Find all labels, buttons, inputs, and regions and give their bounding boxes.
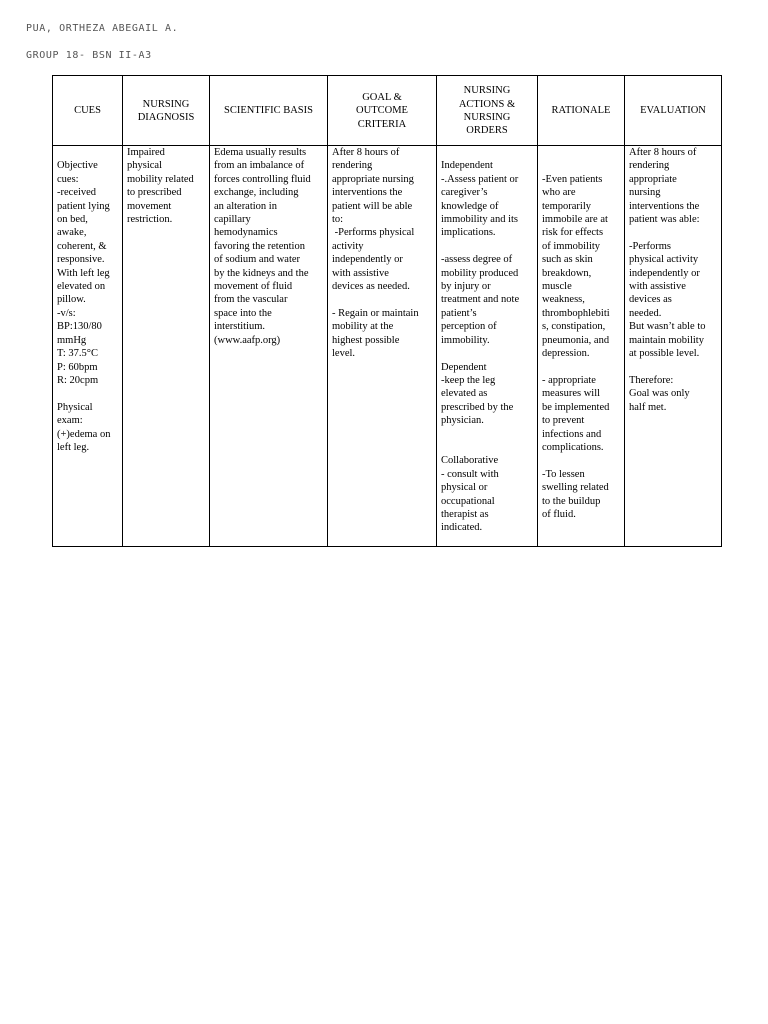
cell-goal-outcome-criteria: After 8 hours of rendering appropriate nursing interventions the patient will be able to: -Performs physical activity independently or with assistive devices as needed. - Regain or maintain mobility at the highest possible level.: [328, 146, 437, 547]
table-row: [53, 146, 722, 547]
nursing-care-plan-table: [52, 75, 722, 547]
cell-rationale: -Even patients who are temporarily immobile are at risk for effects of immobility such as skin breakdown, muscle weakness, thrombophlebiti s, constipation, pneumonia, and depression. - appropriate measures will be implemented to prevent infections and complications. -To lessen swelling related to the buildup of fluid.: [538, 146, 625, 547]
header-nursing-actions: NURSING ACTIONS & NURSING ORDERS: [437, 76, 538, 146]
header-scientific-basis: SCIENTIFIC BASIS: [210, 76, 328, 146]
cell-nursing-actions: Independent -.Assess patient or caregiver’s knowledge of immobility and its implications. -assess degree of mobility produced by injury or treatment and note patient’s perception of immobility. Dependent -keep the leg elevated as prescribed by the physician. Collaborative - consult with physical or occupational therapist as indicated.: [437, 146, 538, 547]
header-evaluation: EVALUATION: [625, 76, 722, 146]
cell-evaluation: After 8 hours of rendering appropriate nursing interventions the patient was able: -Performs physical activity independently or with assistive devices as needed. But wasn’t able to maintain mobility at possible level. Therefore: Goal was only half met.: [625, 146, 722, 547]
student-name: PUA, ORTHEZA ABEGAIL A.: [26, 23, 179, 34]
header-nursing-diagnosis: NURSING DIAGNOSIS: [123, 76, 210, 146]
cell-scientific-basis: Edema usually results from an imbalance of forces controlling fluid exchange, including an alteration in capillary hemodynamics favoring the retention of sodium and water by the kidneys and the movement of fluid from the vascular space into the interstitium. (www.aafp.org): [210, 146, 328, 547]
table-header-row: [53, 76, 722, 146]
cell-nursing-diagnosis: Impaired physical mobility related to prescribed movement restriction.: [123, 146, 210, 547]
header-cues: CUES: [53, 76, 123, 146]
cell-cues: Objective cues: -received patient lying on bed, awake, coherent, & responsive. With left leg elevated on pillow. -v/s: BP:130/80 mmHg T: 37.5°C P: 60bpm R: 20cpm Physical exam: (+)edema on left leg.: [53, 146, 123, 547]
header-rationale: RATIONALE: [538, 76, 625, 146]
header-goal-outcome-criteria: GOAL & OUTCOME CRITERIA: [328, 76, 437, 146]
group-label: GROUP 18- BSN II-A3: [26, 50, 152, 61]
